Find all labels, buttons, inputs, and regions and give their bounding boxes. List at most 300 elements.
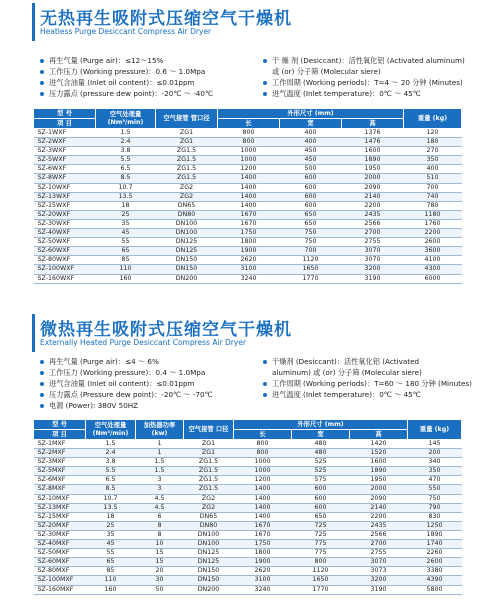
- table-cell: 400: [404, 165, 462, 174]
- table-cell: 4.5: [136, 494, 184, 503]
- table-cell: 2260: [408, 549, 462, 558]
- table-cell: 1750: [218, 229, 280, 238]
- table-cell: SZ-30WXF: [34, 219, 96, 228]
- table-cell: 350: [408, 467, 462, 476]
- table-cell: DN125: [184, 558, 234, 567]
- table-cell: 3.8: [86, 458, 136, 467]
- table-cell: 4300: [404, 265, 462, 274]
- table-cell: SZ-3MXF: [34, 458, 86, 467]
- table-row: [34, 165, 462, 174]
- heated-table-body: [34, 440, 462, 595]
- table-cell: 2200: [350, 512, 408, 521]
- table-cell: 775: [292, 540, 350, 549]
- header-model-en: 项 目: [34, 430, 86, 440]
- table-cell: 450: [280, 156, 342, 165]
- table-cell: 2435: [350, 521, 408, 530]
- table-cell: 1760: [404, 219, 462, 228]
- table-cell: 1: [136, 449, 184, 458]
- table-cell: 15: [136, 558, 184, 567]
- table-cell: 10: [136, 540, 184, 549]
- table-cell: ZG2: [184, 494, 234, 503]
- table-cell: 270: [404, 147, 462, 156]
- table-cell: 1800: [234, 549, 292, 558]
- table-cell: 3190: [342, 274, 404, 283]
- table-cell: 55: [96, 238, 156, 247]
- table-cell: 1400: [218, 201, 280, 210]
- table-cell: SZ-160MXF: [34, 585, 86, 594]
- table-cell: 700: [280, 247, 342, 256]
- table-cell: 790: [408, 503, 462, 512]
- table-row: [34, 238, 462, 247]
- table-cell: 6.5: [96, 165, 156, 174]
- table-cell: 725: [292, 530, 350, 539]
- table-row: [34, 256, 462, 265]
- table-cell: 600: [292, 503, 350, 512]
- table-cell: 800: [234, 440, 292, 449]
- table-cell: ZG1: [184, 440, 234, 449]
- spec-item: 干 燥 剂 (Desiccant)：活性氧化铝 (Activated aluminum): [263, 55, 481, 66]
- table-cell: 1180: [404, 210, 462, 219]
- spec-item: 进气含油量 (Inlet oil content)：≤0.01ppm: [40, 378, 255, 389]
- table-row: [34, 449, 462, 458]
- table-cell: ZG1.5: [184, 458, 234, 467]
- table-cell: 1740: [408, 540, 462, 549]
- table-cell: 3: [136, 476, 184, 485]
- table-cell: ZG1.5: [156, 147, 218, 156]
- table-cell: 2140: [342, 192, 404, 201]
- table-cell: 180: [404, 138, 462, 147]
- table-cell: 480: [292, 440, 350, 449]
- heatless-table-body: [34, 129, 462, 284]
- table-cell: DN100: [184, 540, 234, 549]
- table-row: [34, 558, 462, 567]
- table-cell: 600: [292, 494, 350, 503]
- title-accent-bar: [32, 3, 35, 41]
- table-cell: SZ-13MXF: [34, 503, 86, 512]
- table-cell: SZ-60MXF: [34, 558, 86, 567]
- table-cell: 1376: [342, 129, 404, 138]
- table-cell: SZ-100MXF: [34, 576, 86, 585]
- table-cell: 2600: [408, 558, 462, 567]
- spec-item: 进气温度 (Inlet temperature)：0℃ ～ 45℃: [263, 389, 481, 400]
- table-row: [34, 156, 462, 165]
- table-cell: 85: [96, 256, 156, 265]
- table-cell: SZ-160WXF: [34, 274, 96, 283]
- bullet-icon: [40, 70, 44, 74]
- table-cell: 800: [234, 449, 292, 458]
- table-cell: 1650: [292, 576, 350, 585]
- heated-specs-right: [263, 356, 481, 400]
- table-cell: 1900: [218, 247, 280, 256]
- table-cell: 8: [136, 530, 184, 539]
- header-weight: 重量 (kg): [408, 420, 462, 440]
- table-cell: 3600: [404, 247, 462, 256]
- title-accent-bar: [32, 314, 35, 352]
- table-cell: DN200: [184, 585, 234, 594]
- table-row: [34, 192, 462, 201]
- table-row: [34, 219, 462, 228]
- bullet-icon: [263, 59, 267, 63]
- table-row: [34, 458, 462, 467]
- table-row: [34, 567, 462, 576]
- table-cell: 1520: [350, 449, 408, 458]
- table-cell: 2140: [350, 503, 408, 512]
- table-cell: DN125: [184, 549, 234, 558]
- table-cell: 1670: [234, 530, 292, 539]
- spec-item: 电源 (Power): 380V 50HZ: [40, 400, 255, 411]
- table-cell: 1.5: [96, 129, 156, 138]
- table-cell: 1670: [218, 219, 280, 228]
- table-cell: 600: [280, 183, 342, 192]
- table-row: [34, 147, 462, 156]
- table-cell: DN65: [156, 201, 218, 210]
- table-cell: 1770: [280, 274, 342, 283]
- table-cell: ZG1.5: [184, 467, 234, 476]
- table-cell: 450: [280, 147, 342, 156]
- heated-subtitle: Externally Heated Purge Desiccant Compress Air Dryer: [40, 338, 247, 347]
- table-cell: 2000: [350, 485, 408, 494]
- table-row: [34, 229, 462, 238]
- table-cell: 3200: [342, 265, 404, 274]
- table-cell: 1890: [350, 467, 408, 476]
- table-row: [34, 512, 462, 521]
- table-row: [34, 440, 462, 449]
- table-cell: 5.5: [86, 467, 136, 476]
- table-cell: 1000: [218, 147, 280, 156]
- table-cell: 1600: [342, 147, 404, 156]
- bullet-icon: [40, 371, 44, 375]
- table-cell: 6000: [404, 274, 462, 283]
- table-cell: 1: [136, 440, 184, 449]
- bullet-icon: [263, 360, 267, 364]
- bullet-icon: [263, 393, 267, 397]
- header-model: 型 号: [34, 420, 86, 430]
- table-cell: 5800: [408, 585, 462, 594]
- table-cell: DN150: [156, 256, 218, 265]
- table-row: [34, 540, 462, 549]
- table-cell: 4390: [408, 576, 462, 585]
- table-cell: 1890: [342, 156, 404, 165]
- table-cell: 160: [96, 274, 156, 283]
- table-cell: SZ-6WXF: [34, 165, 96, 174]
- table-cell: DN150: [184, 576, 234, 585]
- table-cell: 2700: [342, 229, 404, 238]
- spec-item: 进气含油量 (Inlet oil content)：≤0.01ppm: [40, 77, 255, 88]
- heated-specs-left: [40, 356, 255, 411]
- header-port: 空气接管 管口径: [156, 109, 218, 129]
- table-cell: 3190: [350, 585, 408, 594]
- table-cell: 3100: [218, 265, 280, 274]
- table-cell: 1000: [234, 458, 292, 467]
- header-dims: 外形尺寸 (mm): [218, 109, 404, 119]
- table-cell: ZG1.5: [184, 485, 234, 494]
- table-cell: 650: [280, 219, 342, 228]
- table-cell: DN150: [156, 265, 218, 274]
- table-cell: 1400: [218, 174, 280, 183]
- table-cell: 1400: [234, 485, 292, 494]
- table-cell: 650: [280, 210, 342, 219]
- table-cell: 3070: [342, 256, 404, 265]
- spec-item: 工作周期 (Working periods)：T=60 ～ 180 分钟 (Minutes): [263, 378, 481, 389]
- table-row: [34, 549, 462, 558]
- spec-item: 再生气量 (Purge air)：≤12～15%: [40, 55, 255, 66]
- table-cell: 600: [280, 192, 342, 201]
- table-cell: 1400: [234, 512, 292, 521]
- table-cell: 13.5: [86, 503, 136, 512]
- table-cell: 1120: [280, 256, 342, 265]
- table-cell: 3100: [234, 576, 292, 585]
- table-cell: 4.5: [136, 503, 184, 512]
- table-cell: SZ-8MXF: [34, 485, 86, 494]
- header-power: 加热器功率 (kw): [136, 420, 184, 440]
- table-row: [34, 576, 462, 585]
- table-cell: 1.5: [136, 467, 184, 476]
- table-cell: 2.4: [86, 449, 136, 458]
- table-cell: SZ-50MXF: [34, 549, 86, 558]
- table-cell: SZ-2MXF: [34, 449, 86, 458]
- table-cell: 350: [404, 156, 462, 165]
- table-cell: ZG1.5: [184, 476, 234, 485]
- table-row: [34, 174, 462, 183]
- table-cell: DN125: [156, 247, 218, 256]
- header-width: 宽: [280, 119, 342, 129]
- table-row: [34, 247, 462, 256]
- table-row: [34, 210, 462, 219]
- heatless-specs-right: [263, 55, 481, 99]
- table-cell: DN200: [156, 274, 218, 283]
- spec-item: 进气温度 (Inlet temperature)：0℃ ～ 45℃: [263, 88, 481, 99]
- table-cell: 800: [218, 129, 280, 138]
- heated-spec-table: [33, 419, 462, 595]
- table-cell: ZG1: [156, 129, 218, 138]
- table-cell: SZ-20WXF: [34, 210, 96, 219]
- table-cell: 13.5: [96, 192, 156, 201]
- table-cell: 2755: [342, 238, 404, 247]
- table-cell: 2200: [404, 229, 462, 238]
- table-cell: SZ-1MXF: [34, 440, 86, 449]
- table-cell: 30: [136, 576, 184, 585]
- table-cell: 3240: [234, 585, 292, 594]
- table-cell: SZ-40WXF: [34, 229, 96, 238]
- header-width: 宽: [292, 430, 350, 440]
- table-cell: 740: [404, 192, 462, 201]
- table-cell: 1000: [218, 156, 280, 165]
- table-row: [34, 494, 462, 503]
- table-cell: 1400: [234, 494, 292, 503]
- table-row: [34, 467, 462, 476]
- spec-item-continued: 或 (or) 分子筛 (Molecular siere): [272, 67, 381, 76]
- table-cell: 160: [86, 585, 136, 594]
- table-cell: 3: [136, 485, 184, 494]
- header-dims: 外形尺寸 (mm): [234, 420, 408, 430]
- table-cell: 830: [408, 512, 462, 521]
- spec-item: 工作周期 (Working periods)：T=4 ～ 20 分钟 (Minutes): [263, 77, 481, 88]
- table-cell: SZ-50WXF: [34, 238, 96, 247]
- table-row: [34, 183, 462, 192]
- table-cell: 600: [292, 485, 350, 494]
- table-cell: 18: [86, 512, 136, 521]
- table-row: [34, 274, 462, 283]
- table-cell: ZG2: [156, 183, 218, 192]
- spec-item: 工作压力 (Working pressure)：0.6 ～ 1.0Mpa: [40, 66, 255, 77]
- table-cell: 750: [280, 229, 342, 238]
- table-cell: 10.7: [96, 183, 156, 192]
- table-cell: 1670: [234, 521, 292, 530]
- table-cell: 1600: [350, 458, 408, 467]
- spec-item: 工作压力 (Working pressure)：0.4 ～ 1.0Mpa: [40, 367, 255, 378]
- table-cell: SZ-15WXF: [34, 201, 96, 210]
- table-cell: SZ-40MXF: [34, 540, 86, 549]
- table-cell: 3070: [350, 558, 408, 567]
- spec-item: 再生气量 (Purge air)：≤4 ～ 6%: [40, 356, 255, 367]
- bullet-icon: [40, 81, 44, 85]
- table-row: [34, 138, 462, 147]
- table-cell: 20: [136, 567, 184, 576]
- table-cell: 25: [96, 210, 156, 219]
- table-cell: 750: [280, 238, 342, 247]
- table-cell: 65: [96, 247, 156, 256]
- table-cell: SZ-60WXF: [34, 247, 96, 256]
- header-model: 型 号: [34, 109, 96, 119]
- table-cell: 2620: [218, 256, 280, 265]
- table-cell: 145: [408, 440, 462, 449]
- table-cell: SZ-10WXF: [34, 183, 96, 192]
- table-cell: 2566: [342, 219, 404, 228]
- table-cell: 500: [280, 165, 342, 174]
- table-row: [34, 503, 462, 512]
- table-row: [34, 129, 462, 138]
- heated-title: 微热再生吸附式压缩空气干燥机: [40, 320, 292, 340]
- table-cell: 2435: [342, 210, 404, 219]
- table-cell: ZG1.5: [156, 156, 218, 165]
- table-cell: 8.5: [96, 174, 156, 183]
- bullet-icon: [40, 382, 44, 386]
- table-cell: 1200: [234, 476, 292, 485]
- table-cell: 470: [408, 476, 462, 485]
- table-cell: 2700: [350, 540, 408, 549]
- table-cell: 200: [408, 449, 462, 458]
- table-cell: 600: [280, 174, 342, 183]
- table-cell: DN100: [156, 219, 218, 228]
- table-cell: 725: [292, 521, 350, 530]
- table-cell: 1900: [234, 558, 292, 567]
- table-cell: 1400: [234, 503, 292, 512]
- table-cell: DN100: [156, 229, 218, 238]
- table-cell: 110: [96, 265, 156, 274]
- spec-item: 压力露点 (Pressure dew point)：-20℃ ～ -70℃: [40, 389, 255, 400]
- table-cell: 110: [86, 576, 136, 585]
- heatless-spec-table: [33, 108, 462, 284]
- table-row: [34, 476, 462, 485]
- table-cell: 55: [86, 549, 136, 558]
- spec-item-continued: aluminum) 或 (or) 分子筛 (Molecular siere): [272, 368, 422, 377]
- table-cell: 510: [404, 174, 462, 183]
- table-cell: DN125: [156, 238, 218, 247]
- header-model-en: 项 目: [34, 119, 96, 129]
- table-row: [34, 485, 462, 494]
- table-cell: 35: [96, 219, 156, 228]
- table-cell: 1650: [280, 265, 342, 274]
- table-cell: 3380: [408, 567, 462, 576]
- table-cell: 2090: [342, 183, 404, 192]
- table-cell: 10.7: [86, 494, 136, 503]
- bullet-icon: [40, 404, 44, 408]
- table-cell: 1950: [342, 165, 404, 174]
- table-row: [34, 201, 462, 210]
- table-cell: 4100: [404, 256, 462, 265]
- table-cell: 8: [136, 521, 184, 530]
- table-cell: 700: [404, 183, 462, 192]
- table-cell: 2566: [350, 530, 408, 539]
- table-cell: 1400: [218, 192, 280, 201]
- table-cell: 1670: [218, 210, 280, 219]
- table-cell: 1750: [234, 540, 292, 549]
- bullet-icon: [40, 59, 44, 63]
- table-row: [34, 530, 462, 539]
- table-cell: 1476: [342, 138, 404, 147]
- table-cell: SZ-15MXF: [34, 512, 86, 521]
- table-cell: SZ-5WXF: [34, 156, 96, 165]
- table-cell: 1000: [234, 467, 292, 476]
- table-cell: 2755: [350, 549, 408, 558]
- header-height: 高: [350, 430, 408, 440]
- table-cell: 1420: [350, 440, 408, 449]
- table-cell: SZ-2WXF: [34, 138, 96, 147]
- table-cell: 525: [292, 467, 350, 476]
- table-cell: 2620: [234, 567, 292, 576]
- table-cell: 1950: [350, 476, 408, 485]
- table-cell: ZG1: [156, 138, 218, 147]
- table-cell: SZ-30MXF: [34, 530, 86, 539]
- table-cell: 800: [292, 558, 350, 567]
- table-cell: 1.5: [136, 458, 184, 467]
- table-cell: 3.8: [96, 147, 156, 156]
- table-cell: SZ-8WXF: [34, 174, 96, 183]
- table-cell: 2.4: [96, 138, 156, 147]
- table-cell: 400: [280, 138, 342, 147]
- bullet-icon: [40, 393, 44, 397]
- table-cell: SZ-10MXF: [34, 494, 86, 503]
- table-cell: 1120: [292, 567, 350, 576]
- table-cell: 45: [86, 540, 136, 549]
- table-cell: 3240: [218, 274, 280, 283]
- table-cell: SZ-3WXF: [34, 147, 96, 156]
- table-cell: 800: [218, 138, 280, 147]
- table-cell: 65: [86, 558, 136, 567]
- table-cell: 480: [292, 449, 350, 458]
- bullet-icon: [263, 382, 267, 386]
- header-weight: 重量 (kg): [404, 109, 462, 129]
- table-cell: 3073: [350, 567, 408, 576]
- table-cell: DN100: [184, 530, 234, 539]
- table-cell: SZ-6MXF: [34, 476, 86, 485]
- table-cell: 780: [404, 201, 462, 210]
- table-cell: DN150: [184, 567, 234, 576]
- table-cell: 25: [86, 521, 136, 530]
- table-cell: SZ-20MXF: [34, 521, 86, 530]
- bullet-icon: [40, 360, 44, 364]
- header-flow: 空气处理量 (Nm³/min): [86, 420, 136, 440]
- table-row: [34, 265, 462, 274]
- table-cell: 15: [136, 549, 184, 558]
- table-cell: 85: [86, 567, 136, 576]
- header-flow: 空气处理量 (Nm³/min): [96, 109, 156, 129]
- table-cell: SZ-80MXF: [34, 567, 86, 576]
- table-cell: SZ-80WXF: [34, 256, 96, 265]
- table-cell: ZG2: [156, 192, 218, 201]
- table-cell: 120: [404, 129, 462, 138]
- table-cell: DN80: [156, 210, 218, 219]
